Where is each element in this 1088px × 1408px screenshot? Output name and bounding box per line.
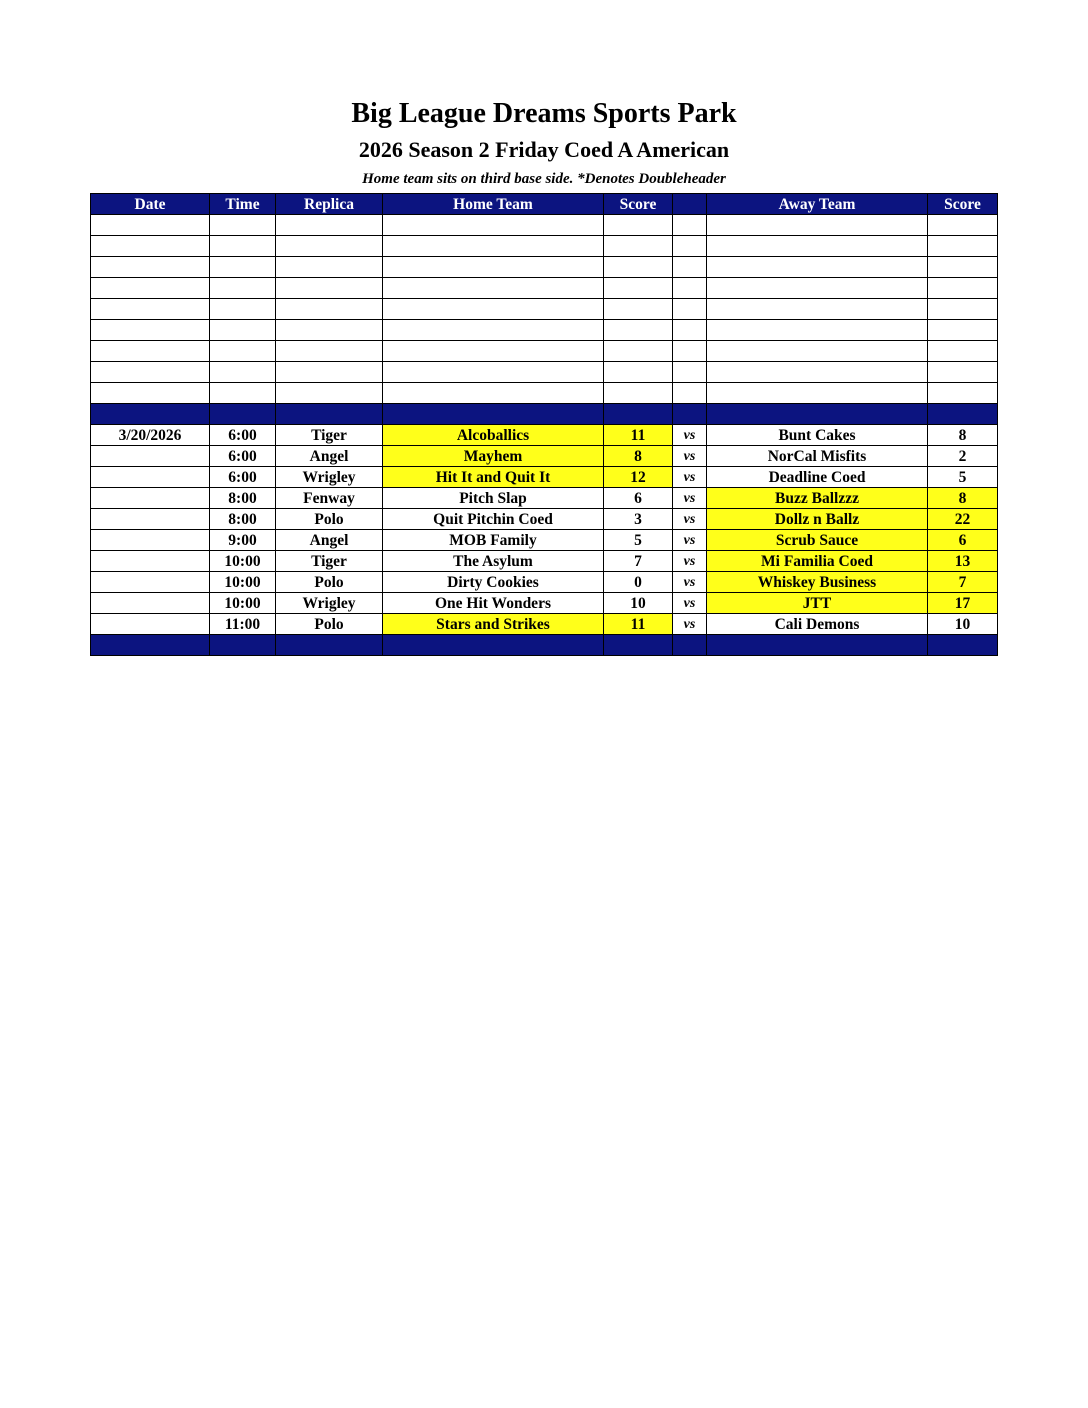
home-score: 6	[604, 488, 673, 509]
table-cell	[276, 215, 383, 236]
empty-row	[91, 257, 998, 278]
home-team: Stars and Strikes	[383, 614, 604, 635]
vs-label: vs	[673, 593, 707, 614]
home-score: 10	[604, 593, 673, 614]
game-date	[91, 467, 210, 488]
table-cell	[604, 215, 673, 236]
table-cell	[91, 383, 210, 404]
home-score: 7	[604, 551, 673, 572]
home-score: 11	[604, 425, 673, 446]
table-cell	[383, 278, 604, 299]
away-score: 7	[928, 572, 998, 593]
away-score: 8	[928, 425, 998, 446]
table-cell	[91, 341, 210, 362]
game-date	[91, 488, 210, 509]
game-replica: Tiger	[276, 551, 383, 572]
table-row	[91, 530, 998, 551]
table-cell	[383, 635, 604, 656]
home-team: Dirty Cookies	[383, 572, 604, 593]
away-team: JTT	[707, 593, 928, 614]
game-replica: Polo	[276, 509, 383, 530]
away-team: Mi Familia Coed	[707, 551, 928, 572]
page-subtitle: 2026 Season 2 Friday Coed A American	[358, 137, 730, 162]
empty-row	[91, 236, 998, 257]
vs-label: vs	[673, 467, 707, 488]
page-title: Big League Dreams Sports Park	[351, 98, 737, 129]
column-header-date: Date	[91, 194, 210, 215]
game-replica: Fenway	[276, 488, 383, 509]
empty-row	[91, 215, 998, 236]
table-cell	[383, 362, 604, 383]
vs-label: vs	[673, 488, 707, 509]
table-cell	[673, 635, 707, 656]
home-score: 11	[604, 614, 673, 635]
game-time: 6:00	[210, 425, 276, 446]
table-row	[91, 614, 998, 635]
table-cell	[383, 299, 604, 320]
column-header-home-score: Score	[604, 194, 673, 215]
table-cell	[604, 236, 673, 257]
table-cell	[383, 215, 604, 236]
table-cell	[673, 341, 707, 362]
empty-row	[91, 341, 998, 362]
table-cell	[673, 278, 707, 299]
home-score: 8	[604, 446, 673, 467]
column-header-vs	[673, 194, 707, 215]
game-date	[91, 614, 210, 635]
table-cell	[707, 257, 928, 278]
game-time: 10:00	[210, 572, 276, 593]
home-team: MOB Family	[383, 530, 604, 551]
table-cell	[91, 278, 210, 299]
table-cell	[383, 404, 604, 425]
table-cell	[210, 299, 276, 320]
away-score: 22	[928, 509, 998, 530]
table-cell	[673, 383, 707, 404]
game-date: 3/20/2026	[91, 425, 210, 446]
game-replica: Angel	[276, 446, 383, 467]
empty-row	[91, 320, 998, 341]
table-cell	[276, 383, 383, 404]
home-team: Mayhem	[383, 446, 604, 467]
table-cell	[673, 236, 707, 257]
table-cell	[673, 215, 707, 236]
table-cell	[928, 299, 998, 320]
table-row	[91, 446, 998, 467]
vs-label: vs	[673, 446, 707, 467]
away-score: 13	[928, 551, 998, 572]
game-time: 10:00	[210, 551, 276, 572]
table-cell	[928, 236, 998, 257]
vs-label: vs	[673, 530, 707, 551]
home-team: Hit It and Quit It	[383, 467, 604, 488]
table-row	[91, 572, 998, 593]
away-team: NorCal Misfits	[707, 446, 928, 467]
table-cell	[383, 257, 604, 278]
away-score: 8	[928, 488, 998, 509]
table-cell	[91, 320, 210, 341]
home-score: 3	[604, 509, 673, 530]
away-team: Bunt Cakes	[707, 425, 928, 446]
table-cell	[928, 341, 998, 362]
table-cell	[707, 383, 928, 404]
table-row	[91, 425, 998, 446]
vs-label: vs	[673, 551, 707, 572]
table-cell	[91, 362, 210, 383]
table-cell	[604, 299, 673, 320]
table-cell	[91, 299, 210, 320]
table-cell	[928, 383, 998, 404]
table-cell	[276, 341, 383, 362]
game-date	[91, 509, 210, 530]
schedule-body	[91, 215, 998, 656]
table-cell	[604, 320, 673, 341]
column-header-replica: Replica	[276, 194, 383, 215]
table-cell	[928, 635, 998, 656]
table-cell	[210, 320, 276, 341]
empty-row	[91, 383, 998, 404]
table-cell	[707, 320, 928, 341]
vs-label: vs	[673, 425, 707, 446]
table-cell	[276, 404, 383, 425]
game-date	[91, 572, 210, 593]
game-replica: Angel	[276, 530, 383, 551]
table-cell	[604, 383, 673, 404]
game-time: 11:00	[210, 614, 276, 635]
table-cell	[707, 362, 928, 383]
table-cell	[928, 278, 998, 299]
table-cell	[673, 299, 707, 320]
table-cell	[707, 236, 928, 257]
table-cell	[91, 404, 210, 425]
table-cell	[604, 278, 673, 299]
vs-label: vs	[673, 509, 707, 530]
table-cell	[928, 404, 998, 425]
home-score: 12	[604, 467, 673, 488]
table-cell	[383, 320, 604, 341]
separator-row	[91, 404, 998, 425]
home-team: Alcoballics	[383, 425, 604, 446]
table-cell	[707, 299, 928, 320]
game-replica: Wrigley	[276, 467, 383, 488]
table-cell	[673, 404, 707, 425]
table-cell	[707, 404, 928, 425]
table-cell	[210, 257, 276, 278]
table-cell	[210, 278, 276, 299]
home-team: The Asylum	[383, 551, 604, 572]
table-cell	[276, 278, 383, 299]
separator-row	[91, 635, 998, 656]
column-header-home-team: Home Team	[383, 194, 604, 215]
table-row	[91, 467, 998, 488]
game-time: 6:00	[210, 446, 276, 467]
table-header-row	[91, 194, 998, 215]
away-score: 17	[928, 593, 998, 614]
table-cell	[91, 236, 210, 257]
table-cell	[210, 236, 276, 257]
table-cell	[604, 404, 673, 425]
table-cell	[276, 257, 383, 278]
table-cell	[673, 362, 707, 383]
game-date	[91, 446, 210, 467]
column-header-time: Time	[210, 194, 276, 215]
table-cell	[707, 278, 928, 299]
table-cell	[276, 236, 383, 257]
vs-label: vs	[673, 572, 707, 593]
table-cell	[91, 215, 210, 236]
table-cell	[383, 236, 604, 257]
game-replica: Polo	[276, 614, 383, 635]
table-row	[91, 509, 998, 530]
game-time: 10:00	[210, 593, 276, 614]
table-cell	[707, 635, 928, 656]
vs-label: vs	[673, 614, 707, 635]
table-cell	[604, 635, 673, 656]
table-cell	[91, 257, 210, 278]
away-team: Buzz Ballzzz	[707, 488, 928, 509]
away-score: 6	[928, 530, 998, 551]
table-cell	[928, 215, 998, 236]
table-cell	[604, 257, 673, 278]
column-header-away-team: Away Team	[707, 194, 928, 215]
table-cell	[210, 404, 276, 425]
table-cell	[276, 320, 383, 341]
home-team: Pitch Slap	[383, 488, 604, 509]
table-row	[91, 488, 998, 509]
table-cell	[276, 299, 383, 320]
away-score: 10	[928, 614, 998, 635]
away-team: Dollz n Ballz	[707, 509, 928, 530]
game-date	[91, 551, 210, 572]
table-cell	[210, 362, 276, 383]
home-team: Quit Pitchin Coed	[383, 509, 604, 530]
away-team: Whiskey Business	[707, 572, 928, 593]
column-header-away-score: Score	[928, 194, 998, 215]
table-cell	[707, 215, 928, 236]
empty-row	[91, 299, 998, 320]
home-score: 0	[604, 572, 673, 593]
table-cell	[276, 635, 383, 656]
empty-row	[91, 278, 998, 299]
away-team: Cali Demons	[707, 614, 928, 635]
table-cell	[383, 383, 604, 404]
table-cell	[673, 320, 707, 341]
away-score: 2	[928, 446, 998, 467]
home-team: One Hit Wonders	[383, 593, 604, 614]
table-cell	[276, 362, 383, 383]
game-time: 9:00	[210, 530, 276, 551]
page-note: Home team sits on third base side. *Denotes Doubleheader	[362, 171, 726, 187]
home-score: 5	[604, 530, 673, 551]
away-score: 5	[928, 467, 998, 488]
table-cell	[707, 341, 928, 362]
game-time: 8:00	[210, 509, 276, 530]
table-cell	[210, 341, 276, 362]
game-replica: Tiger	[276, 425, 383, 446]
table-row	[91, 593, 998, 614]
table-cell	[91, 635, 210, 656]
table-cell	[604, 341, 673, 362]
table-row	[91, 551, 998, 572]
empty-row	[91, 362, 998, 383]
game-replica: Polo	[276, 572, 383, 593]
table-cell	[673, 257, 707, 278]
schedule-table	[90, 193, 998, 656]
table-cell	[928, 362, 998, 383]
game-date	[91, 530, 210, 551]
away-team: Deadline Coed	[707, 467, 928, 488]
table-cell	[928, 257, 998, 278]
table-cell	[604, 362, 673, 383]
table-cell	[210, 383, 276, 404]
table-cell	[210, 215, 276, 236]
table-cell	[383, 341, 604, 362]
game-date	[91, 593, 210, 614]
game-replica: Wrigley	[276, 593, 383, 614]
table-cell	[210, 635, 276, 656]
away-team: Scrub Sauce	[707, 530, 928, 551]
table-cell	[928, 320, 998, 341]
game-time: 6:00	[210, 467, 276, 488]
game-time: 8:00	[210, 488, 276, 509]
